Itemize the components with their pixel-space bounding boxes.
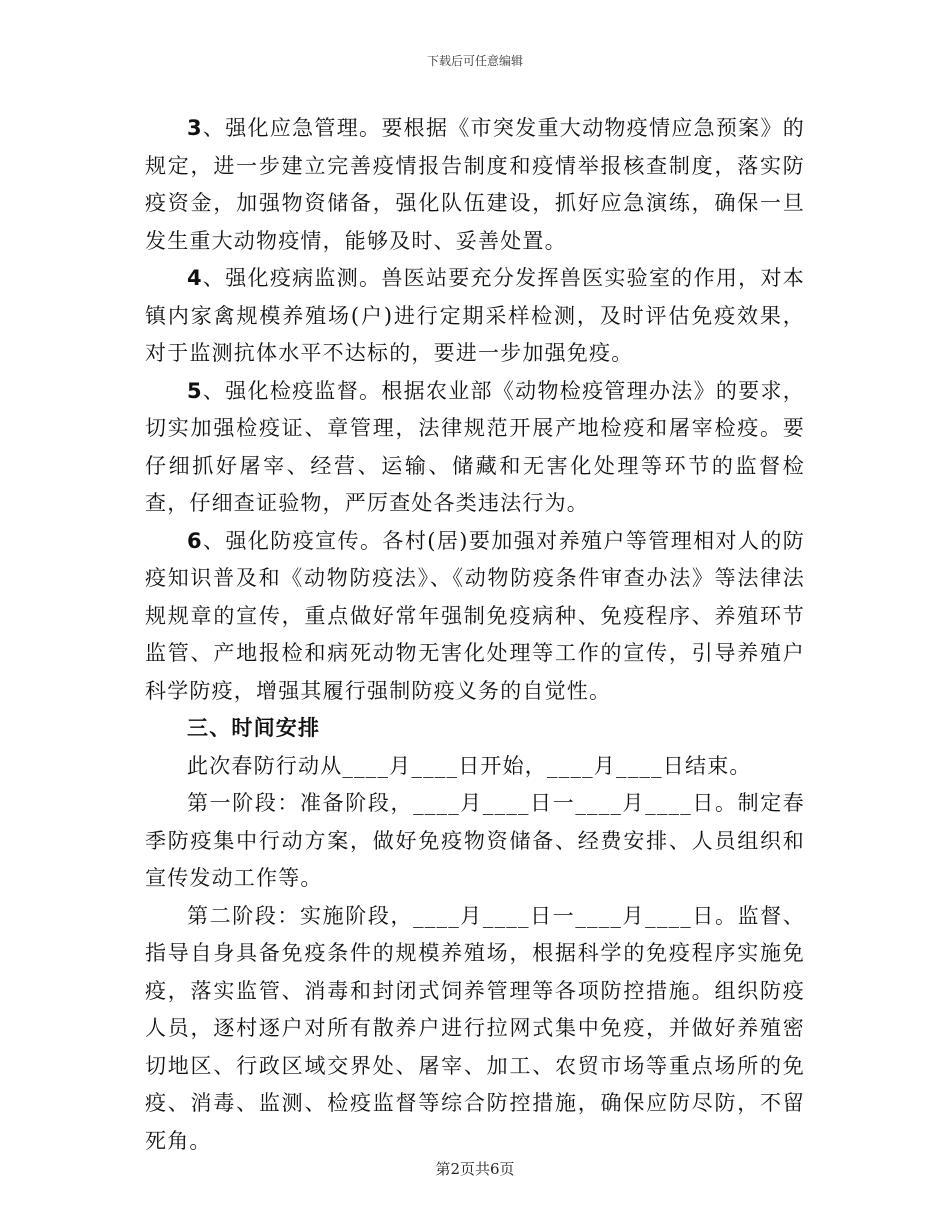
- document-body: [145, 110, 805, 1160]
- paragraph-text: 、强化防疫宣传。各村(居)要加强对养殖户等管理相对人的防疫知识普及和《动物防疫法》、《动物防疫条件审查办法》等法律法规规章的宣传，重点做好常年强制免疫病种、免疫程序、养殖环节监管、产地报检和病死动物无害化处理等工作的宣传，引导养殖户科学防疫，增强其履行强制防疫义务的自觉性。: [145, 528, 805, 703]
- paragraph-4: [145, 260, 805, 373]
- paragraph-text: 、强化检疫监督。根据农业部《动物检疫管理办法》的要求，切实加强检疫证、章管理，法律规范开展产地检疫和屠宰检疫。要仔细抓好屠宰、经营、运输、储藏和无害化处理等环节的监督检查，仔细查证验物，严厉查处各类违法行为。: [145, 378, 805, 515]
- paragraph-text: 、强化应急管理。要根据《市突发重大动物疫情应急预案》的规定，进一步建立完善疫情报告制度和疫情举报核查制度，落实防疫资金，加强物资储备，强化队伍建设，抓好应急演练，确保一旦发生重大动物疫情，能够及时、妥善处置。: [145, 116, 805, 253]
- page-footer: 第2页共6页: [435, 1160, 515, 1178]
- time-paragraph-3: 第二阶段：实施阶段，____月____日一____月____日。监督、指导自身具备免疫条件的规模养殖场，根据科学的免疫程序实施免疫，落实监管、消毒和封闭式饲养管理等各项防控措施。组织防疫人员，逐村逐户对所有散养户进行拉网式集中免疫，并做好养殖密切地区、行政区域交界处、屠宰、加工、农贸市场等重点场所的免疫、消毒、监测、检疫监督等综合防控措施，确保应防尽防，不留死角。: [145, 903, 805, 1153]
- item-number: 6: [187, 528, 203, 553]
- paragraph-text: 、强化疫病监测。兽医站要充分发挥兽医实验室的作用，对本镇内家禽规模养殖场(户)进行定期采样检测，及时评估免疫效果，对于监测抗体水平不达标的，要进一步加强免疫。: [145, 266, 805, 365]
- page-header: 下载后可任意编辑: [426, 54, 523, 68]
- paragraph-5: [145, 373, 805, 523]
- item-number: 5: [187, 378, 203, 403]
- item-number: 4: [187, 266, 203, 290]
- time-paragraph-2: 第一阶段：准备阶段，____月____日一____月____日。制定春季防疫集中行动方案，做好免疫物资储备、经费安排、人员组织和宣传发动工作等。: [145, 791, 805, 890]
- paragraph-3: [145, 110, 805, 260]
- item-number: 3: [187, 116, 203, 140]
- section-heading: 三、时间安排: [187, 716, 321, 740]
- time-paragraph-1: 此次春防行动从____月____日开始，____月____日结束。: [187, 753, 752, 778]
- paragraph-6: [145, 523, 805, 711]
